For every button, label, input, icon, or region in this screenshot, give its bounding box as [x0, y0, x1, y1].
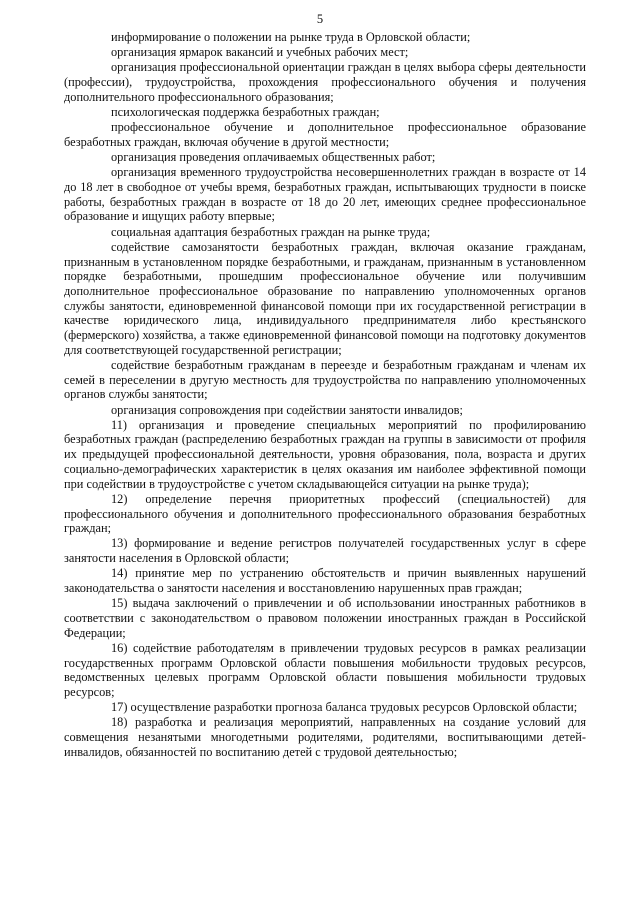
paragraph: профессиональное обучение и дополнительное профессиональное образование безработных граждан, включая обучение в другой местности;	[64, 120, 586, 149]
paragraph: организация ярмарок вакансий и учебных рабочих мест;	[111, 45, 409, 60]
paragraph: 15) выдача заключений о привлечении и об использовании иностранных работников в соответствии с законодательством о правовом положении иностранных граждан в Российской Федерации;	[64, 596, 586, 640]
paragraph: организация временного трудоустройства несовершеннолетних граждан в возрасте от 14 до 18 лет в свободное от учебы время, безработных граждан, испытывающих трудности в поиске работы, безработных граждан в возрасте от 18 до 20 лет, имеющих среднее профессиональное образование и ищущих работу впервые;	[64, 165, 586, 224]
paragraph: содействие самозанятости безработных граждан, включая оказание гражданам, признанным в установленном порядке безработными, и гражданам, признанным в установленном порядке безработными, прошедшим профессиональное обучение или получившим дополнительное профессиональное образование по направлению уполномоченных органов службы занятости, единовременной финансовой помощи при их государственной регистрации в качестве юридического лица, индивидуального предпринимателя либо крестьянского (фермерского) хозяйства, а также единовременной финансовой помощи на подготовку документов для соответствующей государственной регистрации;	[64, 239, 586, 357]
paragraph: 16) содействие работодателям в привлечении трудовых ресурсов в рамках реализации государственных программ Орловской области повышения мобильности трудовых ресурсов, ведомственных целевых программ Орловской области повышения мобильности трудовых ресурсов;	[64, 640, 586, 699]
page-number: 5	[316, 12, 324, 26]
paragraph: 13) формирование и ведение регистров получателей государственных услуг в сфере занятости населения в Орловской области;	[64, 536, 586, 566]
paragraph: 17) осуществление разработки прогноза баланса трудовых ресурсов Орловской области;	[111, 700, 578, 715]
paragraph: организация профессиональной ориентации граждан в целях выбора сферы деятельности (профессии), трудоустройства, прохождения профессионального обучения и получения дополнительного профессионального образования;	[64, 60, 586, 104]
paragraph: 14) принятие мер по устранению обстоятельств и причин выявленных нарушений законодательства о занятости населения и восстановлению нарушенных прав граждан;	[64, 566, 586, 596]
document-body	[64, 30, 586, 760]
paragraph: организация проведения оплачиваемых общественных работ;	[111, 150, 436, 165]
paragraph: организация сопровождения при содействии занятости инвалидов;	[111, 402, 463, 417]
paragraph: психологическая поддержка безработных граждан;	[111, 105, 380, 120]
paragraph: информирование о положении на рынке труда в Орловской области;	[111, 30, 471, 44]
paragraph: 11) организация и проведение специальных мероприятий по профилированию безработных граждан (распределению безработных граждан на группы в зависимости от профиля их предыдущей профессиональной деятельности, уровня образования, пола, возраста и других социально-демографических характеристик в целях оказания им наиболее эффективной помощи при содействии в трудоустройстве с учетом складывающейся ситуации на рынке труда);	[64, 417, 586, 491]
paragraph: 18) разработка и реализация мероприятий, направленных на создание условий для совмещения незанятыми многодетными родителями, родителями, воспитывающими детей-инвалидов, обязанностей по воспитанию детей с трудовой деятельностью;	[64, 715, 586, 759]
paragraph: содействие безработным гражданам в переезде и безработным гражданам и членам их семей в переселении в другую местность для трудоустройства по направлению уполномоченных органов службы занятости;	[64, 357, 586, 402]
paragraph: социальная адаптация безработных граждан на рынке труда;	[111, 224, 431, 239]
paragraph: 12) определение перечня приоритетных профессий (специальностей) для профессионального обучения и дополнительного профессионального образования безработных граждан;	[64, 491, 586, 536]
